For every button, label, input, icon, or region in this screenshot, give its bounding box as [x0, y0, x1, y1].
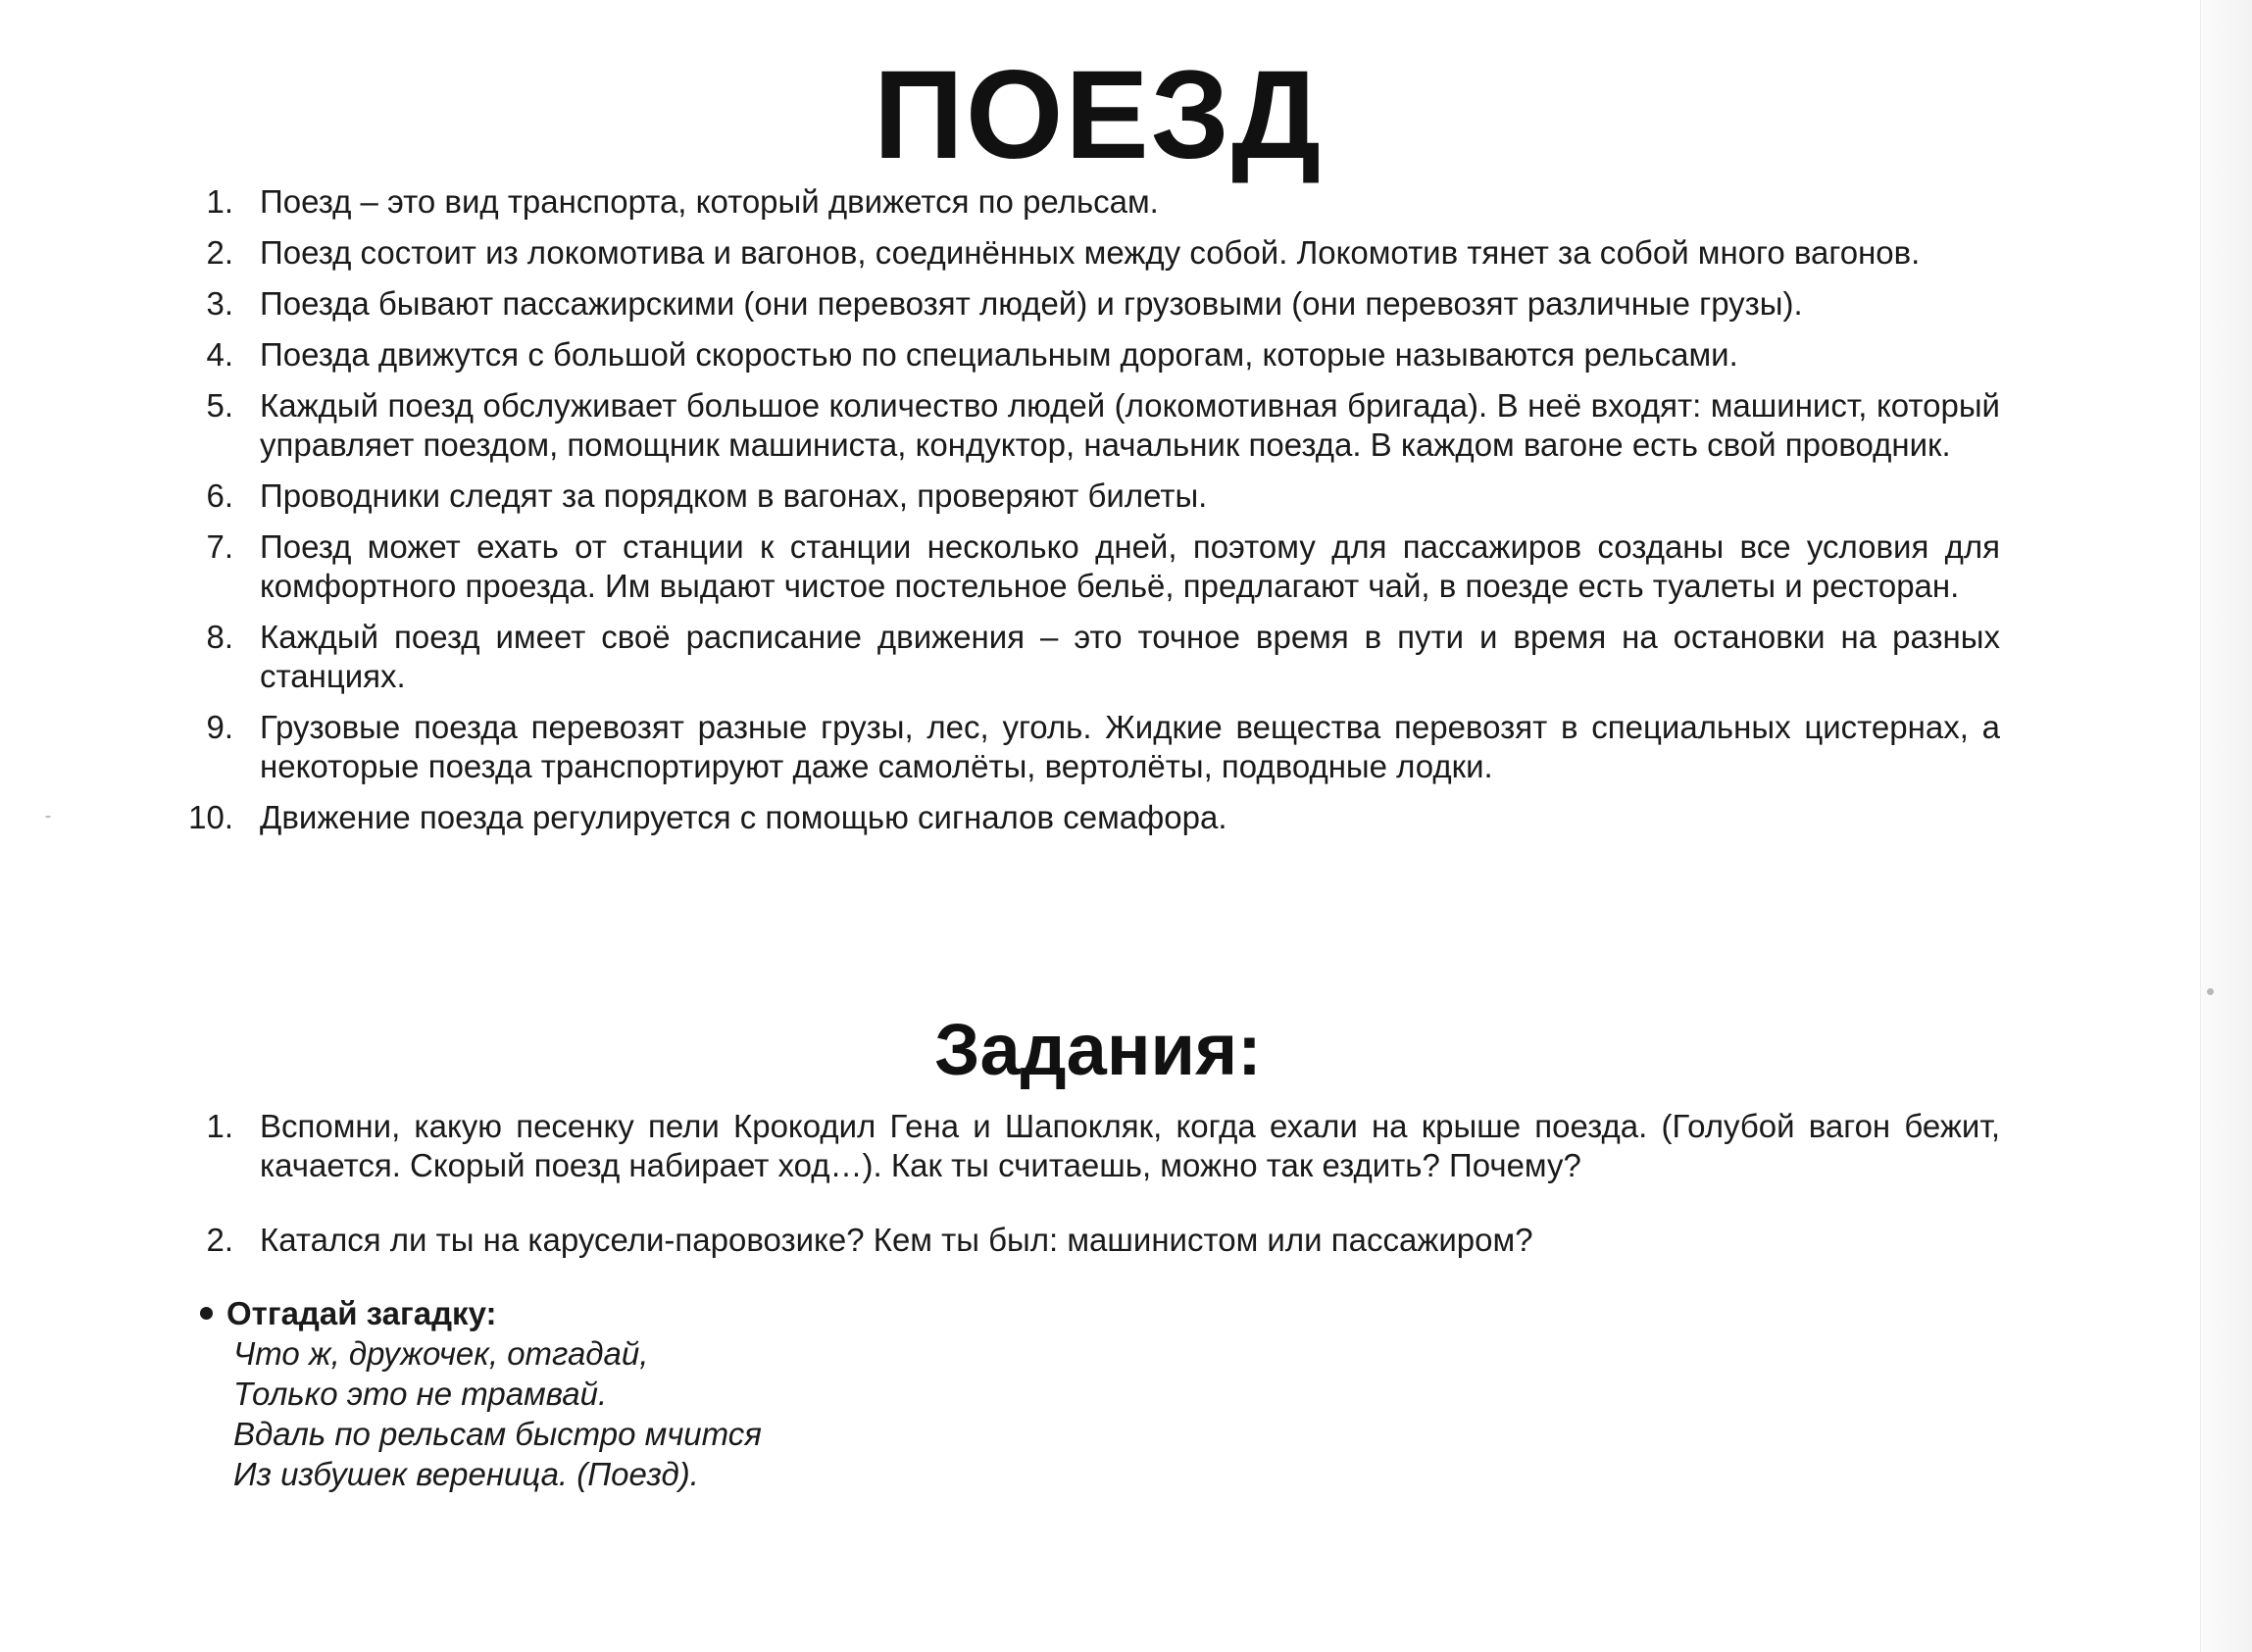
list-item	[0, 708, 2000, 786]
list-item	[0, 476, 2000, 516]
item-number: 7.	[206, 528, 233, 565]
item-text: Движение поезда регулируется с помощью сигналов семафора.	[260, 799, 1227, 835]
list-item	[0, 527, 2000, 606]
list-item	[0, 284, 2000, 324]
list-item	[0, 798, 2000, 837]
item-text: Поезд – это вид транспорта, который движется по рельсам.	[260, 183, 1159, 220]
tasks-heading: Задания:	[934, 1009, 1262, 1090]
item-text: Поезда бывают пассажирскими (они перевозят людей) и грузовыми (они перевозят различные грузы).	[260, 285, 1803, 322]
item-number: 3.	[206, 285, 233, 322]
item-text: Каждый поезд обслуживает большое количество людей (локомотивная бригада). В неё входят: машинист, который управляет поездом, помощник машиниста, кондуктор, начальник поезда. В каждом вагоне есть свой проводник.	[260, 387, 2000, 463]
item-number: 2.	[206, 234, 233, 271]
page-edge	[2200, 0, 2252, 1652]
list-item	[0, 1221, 2000, 1260]
riddle-line: Что ж, дружочек, отгадай,	[233, 1335, 649, 1372]
riddle-line: Из избушек вереница. (Поезд).	[233, 1456, 699, 1492]
scan-speck	[2207, 988, 2214, 995]
item-number: 8.	[206, 619, 233, 655]
list-item	[0, 233, 2000, 273]
item-text: Поезда движутся с большой скоростью по специальным дорогам, которые называются рельсами.	[260, 336, 1738, 373]
item-number: 9.	[206, 709, 233, 745]
item-text: Каждый поезд имеет своё расписание движения – это точное время в пути и время на остановки на разных станциях.	[260, 619, 2000, 694]
list-item	[0, 386, 2000, 465]
list-item	[0, 335, 2000, 375]
page-title: ПОЕЗД	[873, 45, 1324, 185]
facts-list	[0, 182, 2000, 849]
list-item	[0, 182, 2000, 222]
riddle-heading-text: Отгадай загадку:	[226, 1295, 497, 1331]
item-text: Грузовые поезда перевозят разные грузы, лес, уголь. Жидкие вещества перевозят в специальных цистернах, а некоторые поезда транспортируют даже самолёты, вертолёты, подводные лодки.	[260, 709, 2000, 784]
item-number: 5.	[206, 387, 233, 424]
riddle-heading	[200, 1293, 762, 1333]
riddle-lines	[200, 1333, 762, 1494]
riddle-block	[200, 1293, 762, 1494]
riddle-line: Только это не трамвай.	[233, 1376, 608, 1412]
riddle-line: Вдаль по рельсам быстро мчится	[233, 1416, 762, 1452]
item-text: Катался ли ты на карусели-паровозике? Кем ты был: машинистом или пассажиром?	[260, 1222, 1533, 1258]
item-text: Проводники следят за порядком в вагонах, проверяют билеты.	[260, 477, 1208, 514]
item-number: 4.	[206, 336, 233, 373]
item-number: 6.	[206, 477, 233, 514]
item-text: Вспомни, какую песенку пели Крокодил Гена и Шапокляк, когда ехали на крыше поезда. (Голубой вагон бежит, качается. Скорый поезд набирает ход…). Как ты считаешь, можно так ездить? Почему?	[260, 1108, 2000, 1183]
item-text: Поезд состоит из локомотива и вагонов, соединённых между собой. Локомотив тянет за собой много вагонов.	[260, 234, 1921, 271]
item-number: 1.	[206, 1108, 233, 1144]
bullet-icon	[200, 1307, 213, 1320]
list-item	[0, 1107, 2000, 1185]
item-number: 10.	[188, 799, 233, 835]
item-number: 1.	[206, 183, 233, 220]
item-number: 2.	[206, 1222, 233, 1258]
list-item	[0, 618, 2000, 696]
tasks-list	[0, 1107, 2000, 1295]
item-text: Поезд может ехать от станции к станции несколько дней, поэтому для пассажиров созданы все условия для комфортного проезда. Им выдают чистое постельное бельё, предлагают чай, в поезде есть туалеты и ресторан.	[260, 528, 2000, 604]
